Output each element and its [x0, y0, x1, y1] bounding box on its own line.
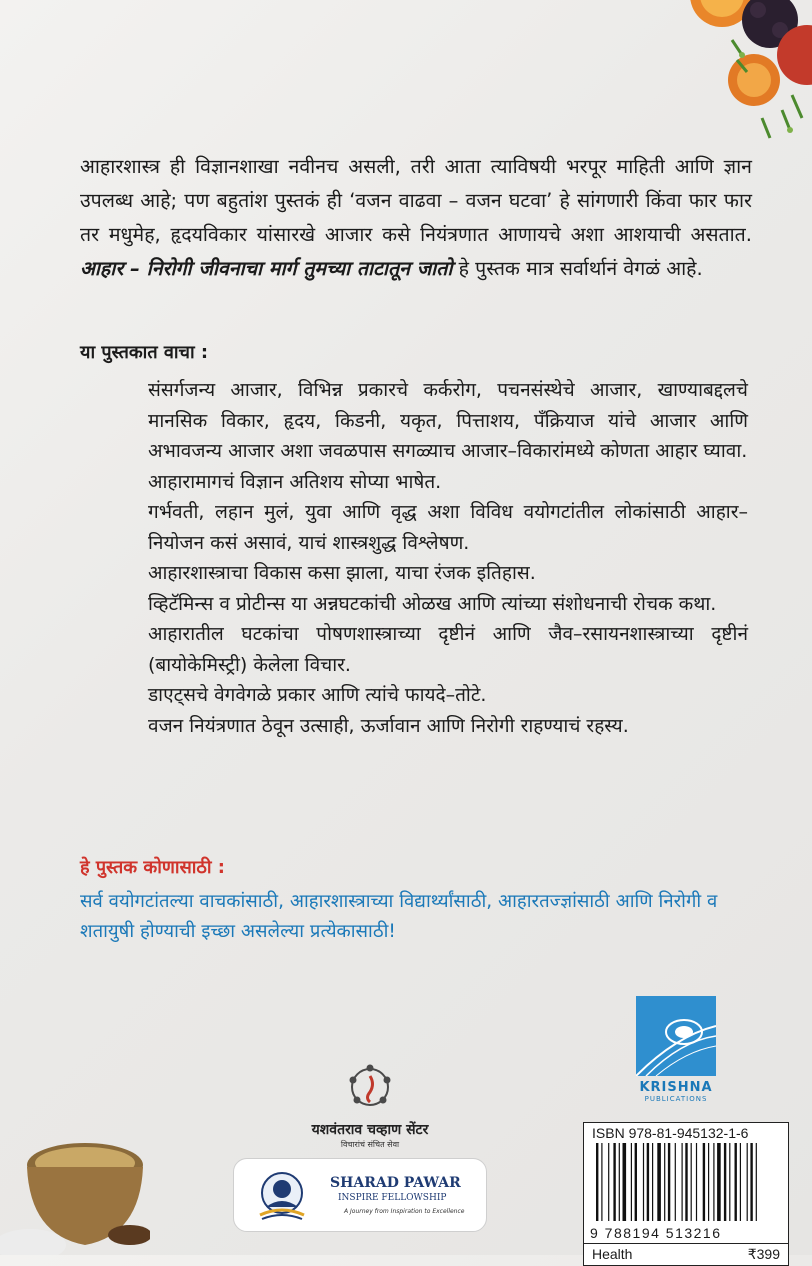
center-tagline: विचारांचं संचित सेवा	[340, 1140, 400, 1149]
list-item: व्हिटॅमिन्स व प्रोटीन्स या अन्नघटकांची ओळख आणि त्यांच्या संशोधनाची रोचक कथा.	[148, 592, 717, 615]
intro-paragraph	[80, 150, 752, 286]
fellowship-name: SHARAD PAWAR	[330, 1175, 461, 1191]
isbn-label: ISBN 978-81-945132-1-6	[592, 1125, 749, 1141]
fellowship-sub: INSPIRE FELLOWSHIP	[338, 1193, 447, 1203]
list-item: आहारातील घटकांचा पोषणशास्त्राच्या दृष्टीनं आणि जैव–रसायनशास्त्राच्या दृष्टीनं (बायोकेमिस्ट्री) केलेला विचार.	[148, 623, 748, 676]
isbn-block	[583, 1122, 789, 1266]
audience-text: सर्व वयोगटांतल्या वाचकांसाठी, आहारशास्त्राच्या विद्यार्थ्यांसाठी, आहारतज्ज्ञांसाठी आणि निरोगी व शतायुषी होण्याची इच्छा असलेल्या प्रत्येकासाठी!	[80, 891, 718, 942]
fruit-decoration-image	[662, 0, 812, 160]
center-emblem-icon	[345, 1062, 395, 1112]
center-name: यशवंतराव चव्हाण सेंटर	[311, 1122, 429, 1138]
list-item: डाएट्सचे वेगवेगळे प्रकार आणि त्यांचे फायदे–तोटे.	[148, 684, 487, 706]
peacock-feather-icon	[636, 996, 716, 1076]
contents-list	[148, 375, 748, 741]
list-item: संसर्गजन्य आजार, विभिन्न प्रकारचे कर्करोग, पचनसंस्थेचे आजार, खाण्याबद्दलचे मानसिक विकार, हृदय, किडनी, यकृत, पित्ताशय, पँक्रियाज यांचे आजार आणि अभावजन्य आजार अशा जवळपास सगळ्याच आजार–विकारांमध्ये कोणता आहार घ्यावा.	[148, 379, 748, 462]
contents-heading: या पुस्तकात वाचा :	[80, 342, 209, 363]
intro-text-part2: हे पुस्तक मात्र सर्वार्थानं वेगळं आहे.	[452, 257, 703, 280]
list-item: गर्भवती, लहान मुलं, युवा आणि वृद्ध अशा विविध वयोगटांतील लोकांसाठी आहार–नियोजन कसं असावं, याचं शास्त्रशुद्ध विश्लेषण.	[148, 501, 748, 554]
book-title-italic: आहार – निरोगी जीवनाचा मार्ग तुमच्या ताटातून जातो	[80, 257, 453, 280]
price-row	[584, 1243, 788, 1265]
publisher-sub: PUBLICATIONS	[644, 1095, 708, 1103]
grain-bowl-image	[0, 1115, 150, 1255]
list-item: वजन नियंत्रणात ठेवून उत्साही, ऊर्जावान आणि निरोगी राहण्याचं रहस्य.	[148, 714, 629, 737]
publisher-name: KRISHNA	[639, 1080, 713, 1095]
fellowship-logo	[233, 1158, 487, 1232]
audience-heading: हे पुस्तक कोणासाठी :	[80, 857, 225, 878]
center-logo	[270, 1062, 470, 1150]
fellowship-tagline: A Journey from Inspiration to Excellence	[344, 1208, 465, 1215]
list-item: आहारशास्त्राचा विकास कसा झाला, याचा रंजक इतिहास.	[148, 562, 536, 584]
list-item: आहारामागचं विज्ञान अतिशय सोप्या भाषेत.	[148, 470, 442, 493]
category-label: Health	[592, 1246, 633, 1262]
intro-text-part1: आहारशास्त्र ही विज्ञानशाखा नवीनच असली, तरी आता त्याविषयी भरपूर माहिती आणि ज्ञान उपलब्ध आहे; पण बहुतांश पुस्तकं ही ‘वजन वाढवा – वजन घटवा’ हे सांगणारी किंवा फार फार तर मधुमेह, हृदयविकार यांसारखे आजार कसे नियंत्रणात आणायचे अशा आशयाची असतात.	[80, 155, 752, 246]
isbn-digits: 9 788194 513216	[590, 1225, 722, 1241]
barcode-image	[592, 1143, 780, 1221]
portrait-book-icon	[252, 1169, 312, 1223]
publisher-logo	[636, 996, 716, 1104]
price-label: ₹399	[747, 1246, 780, 1262]
